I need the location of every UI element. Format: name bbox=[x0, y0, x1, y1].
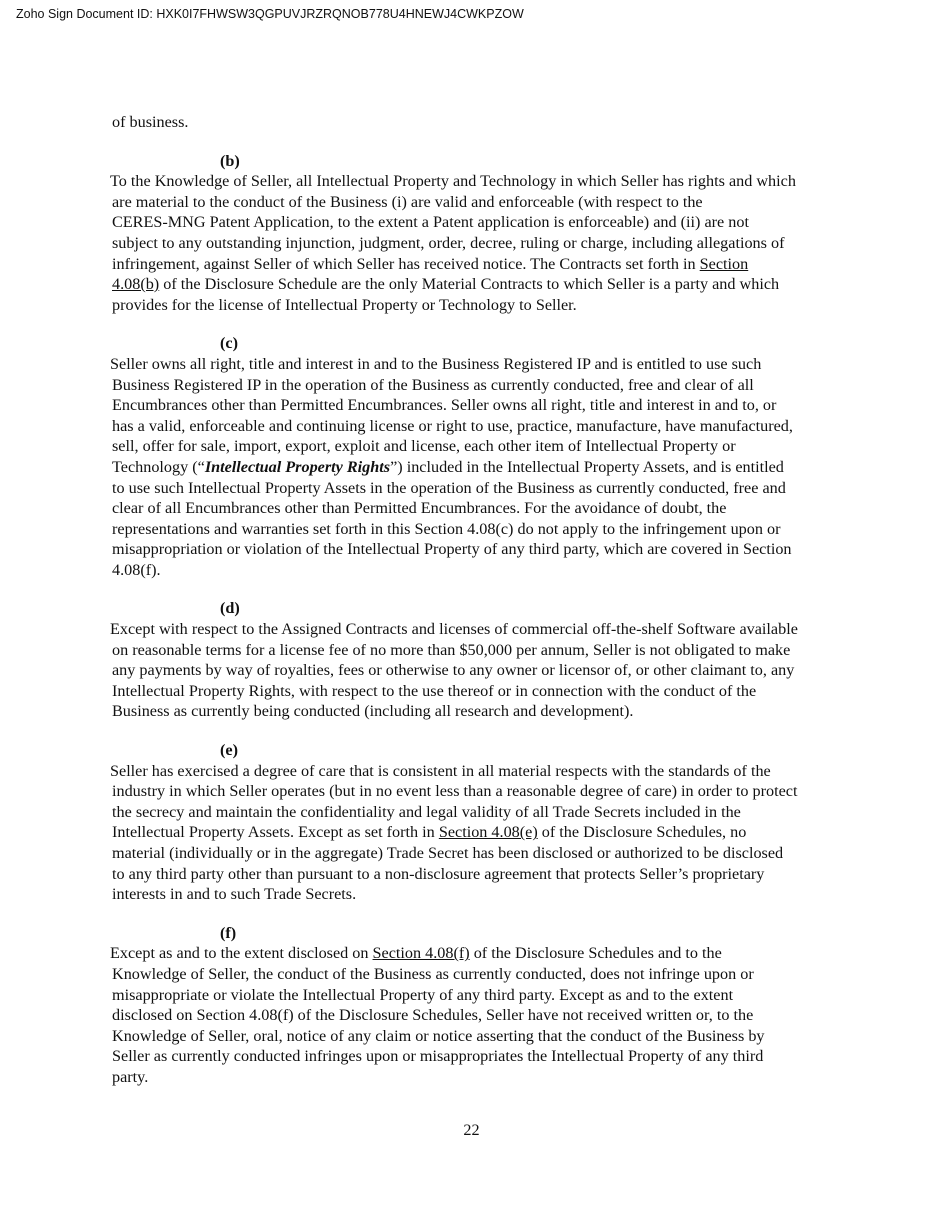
section-label: (b) bbox=[220, 151, 240, 170]
intro-line: of business. bbox=[112, 113, 189, 131]
section-reference: 4.08(b) bbox=[112, 275, 160, 294]
text-run: Except as and to the extent disclosed on bbox=[110, 944, 373, 963]
paragraph-line: Intellectual Property Rights, with respect to the use thereof or in connection with the conduct of the bbox=[112, 681, 757, 700]
paragraph-line: clear of all Encumbrances other than Permitted Encumbrances. For the avoidance of doubt, the bbox=[112, 499, 727, 518]
section-paragraph bbox=[110, 171, 830, 315]
text-run: ”) included in the Intellectual Property Assets, and is entitled bbox=[390, 457, 784, 476]
paragraph-line: Encumbrances other than Permitted Encumbrances. Seller owns all right, title and interest in and to, or bbox=[112, 396, 777, 415]
paragraph-line bbox=[110, 457, 830, 478]
sections-container bbox=[110, 151, 830, 1088]
paragraph-line: provides for the license of Intellectual Property or Technology to Seller. bbox=[112, 295, 577, 314]
paragraph-line: subject to any outstanding injunction, judgment, order, decree, ruling or charge, including allegations of bbox=[112, 233, 785, 252]
section-label: (f) bbox=[220, 923, 237, 942]
paragraph-line: material (individually or in the aggregate) Trade Secret has been disclosed or authorized to be disclosed bbox=[112, 844, 784, 862]
text-run: of the Disclosure Schedules, no bbox=[537, 823, 747, 842]
paragraph-line: Seller as currently conducted infringes upon or misappropriates the Intellectual Property of any third bbox=[112, 1047, 764, 1066]
section-paragraph bbox=[110, 354, 830, 581]
text-run: Technology (“ bbox=[112, 457, 205, 476]
paragraph-line: Knowledge of Seller, the conduct of the Business as currently conducted, does not infringe upon or bbox=[112, 964, 754, 983]
paragraph-line bbox=[110, 274, 830, 295]
text-run: of the Disclosure Schedules and to the bbox=[469, 944, 722, 963]
paragraph-line: Seller owns all right, title and interest in and to the Business Registered IP and is entitled to use such bbox=[110, 354, 762, 373]
section-reference: Section 4.08(f) bbox=[372, 944, 470, 963]
paragraph-line: 4.08(f). bbox=[112, 560, 161, 579]
paragraph-line: on reasonable terms for a license fee of no more than $50,000 per annum, Seller is not obligated to make bbox=[112, 640, 791, 659]
paragraph-line: CERES-MNG Patent Application, to the extent a Patent application is enforceable) and (ii) are not bbox=[112, 213, 749, 232]
paragraph-line: representations and warranties set forth in this Section 4.08(c) do not apply to the infringement upon or bbox=[112, 519, 781, 538]
text-run: Intellectual Property Assets. Except as set forth in bbox=[112, 823, 439, 842]
paragraph-line: industry in which Seller operates (but in no event less than a reasonable degree of care) in order to protect bbox=[112, 782, 798, 801]
paragraph-line: party. bbox=[112, 1067, 149, 1086]
paragraph-line bbox=[110, 254, 830, 275]
defined-term: Intellectual Property Rights bbox=[204, 457, 391, 476]
paragraph-line: misappropriate or violate the Intellectual Property of any third party. Except as and to the extent bbox=[112, 985, 734, 1004]
paragraph-line: the secrecy and maintain the confidentiality and legal validity of all Trade Secrets included in the bbox=[112, 802, 741, 821]
paragraph-line: Business Registered IP in the operation of the Business as currently conducted, free and clear of all bbox=[112, 375, 754, 394]
section-paragraph bbox=[110, 761, 830, 905]
section-paragraph bbox=[110, 619, 830, 722]
paragraph-line: To the Knowledge of Seller, all Intellectual Property and Technology in which Seller has rights and which bbox=[110, 172, 796, 191]
paragraph-line: Seller has exercised a degree of care that is consistent in all material respects with the standards of the bbox=[110, 761, 771, 780]
section-label: (d) bbox=[220, 599, 240, 618]
paragraph-line bbox=[110, 943, 830, 964]
section-reference: Section 4.08(e) bbox=[438, 823, 538, 842]
paragraph-line: to any third party other than pursuant to a non-disclosure agreement that protects Seller’s proprietary bbox=[112, 864, 765, 883]
paragraph-line: to use such Intellectual Property Assets in the operation of the Business as currently conducted, free and bbox=[112, 478, 786, 497]
paragraph-line: has a valid, enforceable and continuing license or right to use, practice, manufacture, have manufactured, bbox=[112, 416, 793, 435]
paragraph-line: Knowledge of Seller, oral, notice of any claim or notice asserting that the conduct of the Business by bbox=[112, 1026, 765, 1045]
text-run: infringement, against Seller of which Seller has received notice. The Contracts set forth in bbox=[112, 254, 700, 273]
document-body bbox=[110, 112, 830, 1088]
section-reference: Section bbox=[699, 254, 749, 273]
paragraph-line: Business as currently being conducted (including all research and development). bbox=[112, 702, 634, 721]
document-id-header: Zoho Sign Document ID: HXK0I7FHWSW3QGPUVJRZRQNOB778U4HNEWJ4CWKPZOW bbox=[16, 7, 524, 21]
paragraph-line: Except with respect to the Assigned Contracts and licenses of commercial off-the-shelf Software available bbox=[110, 620, 798, 639]
section-label: (c) bbox=[220, 334, 238, 353]
text-run: of the Disclosure Schedule are the only Material Contracts to which Seller is a party and which bbox=[159, 275, 780, 294]
section-label: (e) bbox=[220, 741, 238, 760]
paragraph-line: misappropriation or violation of the Intellectual Property of any third party, which are covered in Section bbox=[112, 540, 792, 559]
paragraph-line bbox=[110, 822, 830, 843]
paragraph-line: sell, offer for sale, import, export, exploit and license, each other item of Intellectual Property or bbox=[112, 437, 736, 456]
section-paragraph bbox=[110, 943, 830, 1087]
page-number: 22 bbox=[463, 1121, 480, 1139]
paragraph-line: any payments by way of royalties, fees or otherwise to any owner or licensor of, or other claimant to, any bbox=[112, 661, 795, 680]
paragraph-line: interests in and to such Trade Secrets. bbox=[112, 885, 357, 904]
paragraph-line: are material to the conduct of the Business (i) are valid and enforceable (with respect to the bbox=[112, 192, 703, 211]
paragraph-line: disclosed on Section 4.08(f) of the Disclosure Schedules, Seller have not received written or, to the bbox=[112, 1006, 754, 1025]
